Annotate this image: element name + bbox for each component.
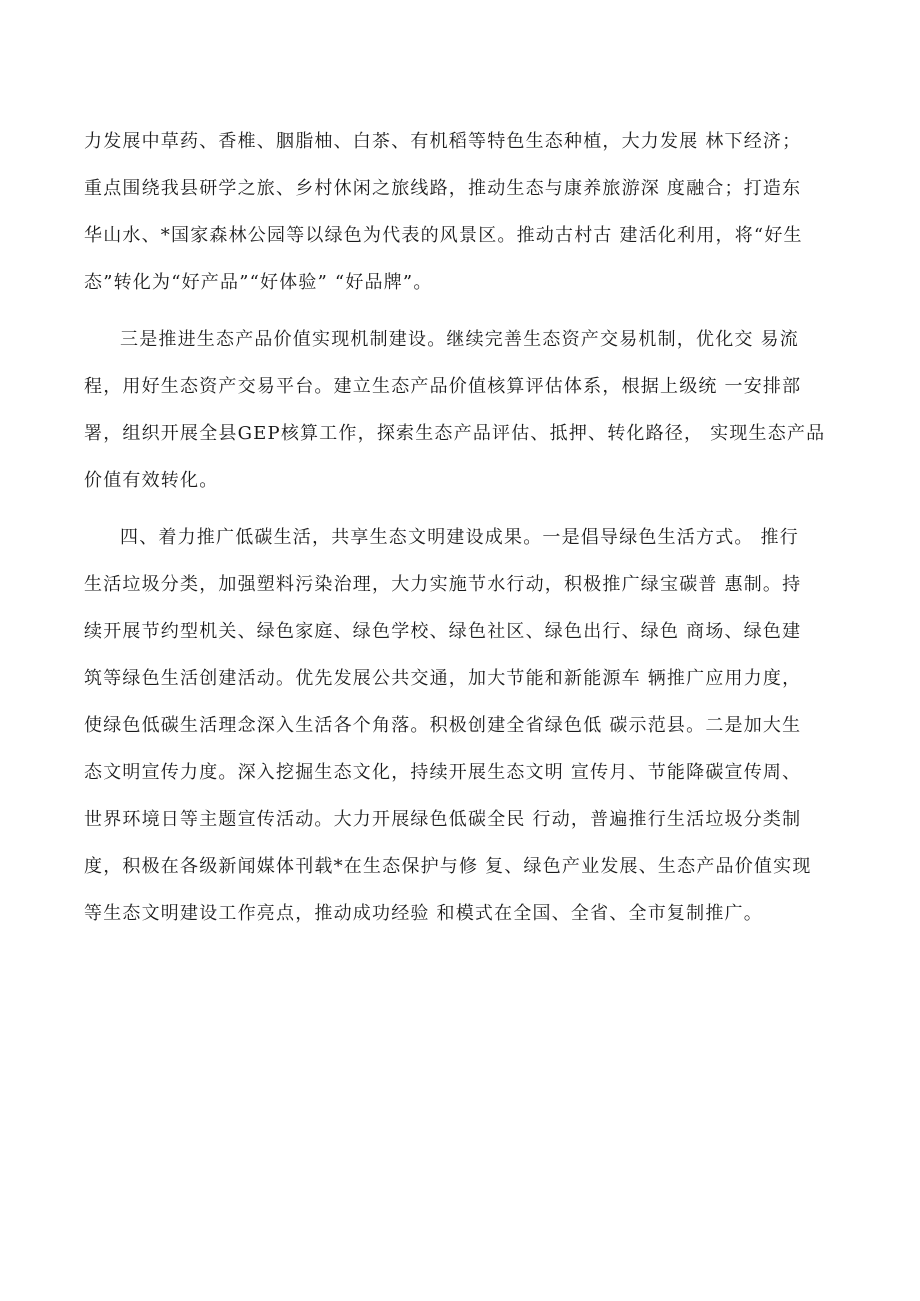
text-line: 价值有效转化。 [84,470,219,491]
paragraph-start-line: 四、着力推广低碳生活，共享生态文明建设成果。一是倡导绿色生活方式。 推行 [120,527,799,548]
text-line: 续开展节约型机关、绿色家庭、绿色学校、绿色社区、绿色出行、绿色 商场、绿色建 [84,621,802,642]
text-line: 力发展中草药、香椎、胭脂柚、白茶、有机稻等特色生态种植，大力发展 林下经济； [84,131,802,152]
text-line: 态文明宣传力度。深入挖掘生态文化，持续开展生态文明 宣传月、节能降碳宣传周、 [84,762,802,783]
text-line: 态”转化为“好产品”“好体验” “好品牌”。 [84,272,433,293]
text-line: 华山水、*国家森林公园等以绿色为代表的风景区。推动古村古 建活化利用，将“好生 [84,225,803,246]
text-line: 等生态文明建设工作亮点，推动成功经验 和模式在全国、全省、全市复制推广。 [84,903,763,924]
text-line: 使绿色低碳生活理念深入生活各个角落。积极创建全省绿色低 碳示范县。二是加大生 [84,715,802,736]
text-line: 度，积极在各级新闻媒体刊载*在生态保护与修 复、绿色产业发展、生态产品价值实现 [84,856,812,877]
text-line: 世界环境日等主题宣传活动。大力开展绿色低碳全民 行动，普遍推行生活垃圾分类制 [84,809,802,830]
text-line: 署，组织开展全县GEP核算工作，探索生态产品评估、抵押、转化路径， 实现生态产品 [84,423,826,444]
paragraph-start-line: 三是推进生态产品价值实现机制建设。继续完善生态资产交易机制，优化交 易流 [120,329,799,350]
text-line: 生活垃圾分类，加强塑料污染治理，大力实施节水行动，积极推广绿宝碳普 惠制。持 [84,574,802,595]
text-line: 程，用好生态资产交易平台。建立生态产品价值核算评估体系，根据上级统 一安排部 [84,376,802,397]
text-line: 重点围绕我县研学之旅、乡村休闲之旅线路，推动生态与康养旅游深 度融合；打造东 [84,178,802,199]
text-line: 筑等绿色生活创建活动。优先发展公共交通，加大节能和新能源车 辆推广应用力度， [84,668,802,689]
